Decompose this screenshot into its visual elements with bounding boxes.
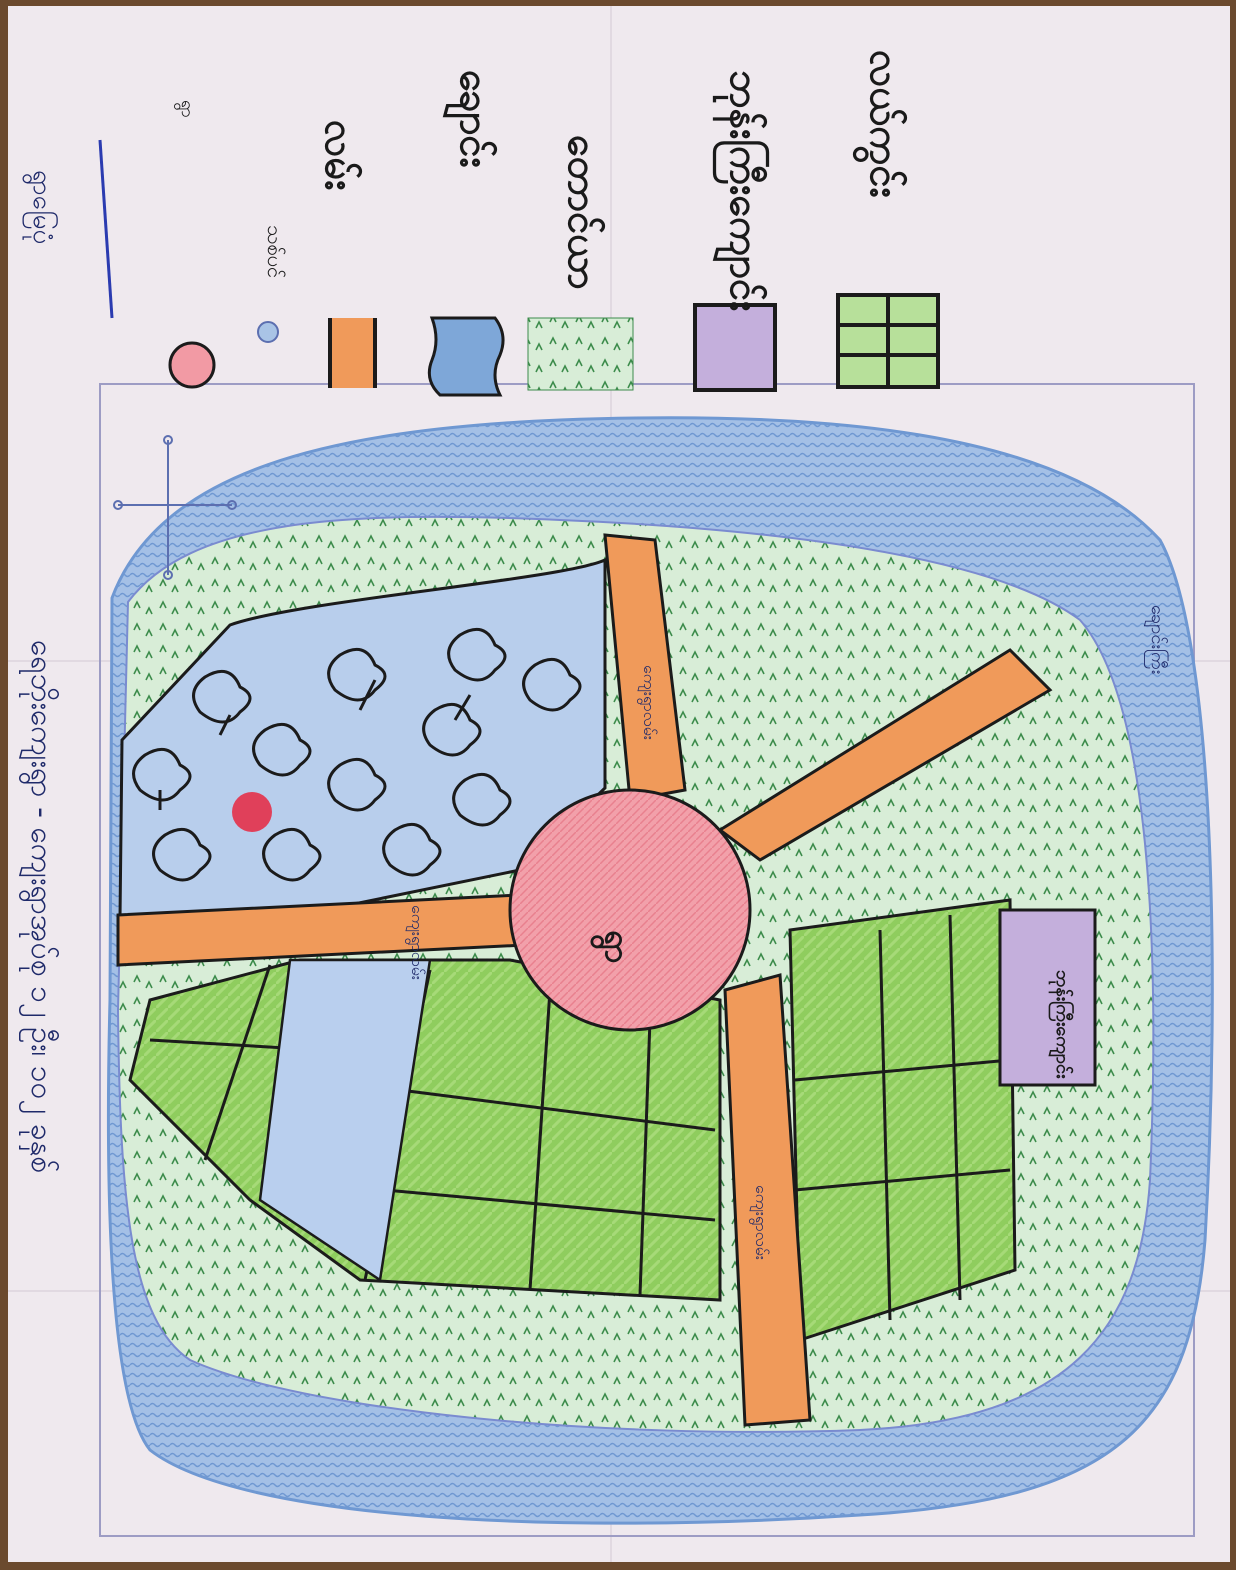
road-label: ကျေးရွာလမ်း [640, 665, 659, 740]
legend-item-label: လယ်ကွင်း [861, 50, 908, 198]
forest-icon [528, 318, 633, 390]
legend-item-label: ချောင်း [451, 70, 498, 168]
map-caption: ရေဘိုးကျေးရွာ - ကျေးရွာအုပ်စု ၁၂ ဦး၊ ၁၀၂ ခုနှစ် [24, 640, 59, 1174]
paddy-grid-icon [838, 295, 938, 387]
red-marker [232, 792, 272, 832]
monastery-label: ဘုန်းကြီးကျောင်း [1052, 970, 1073, 1079]
village-center [510, 790, 750, 1030]
legend-item-label: တောင်ယာ [559, 135, 606, 290]
village-center-label: ရွာ [597, 930, 637, 964]
road-label: ကျေးရွာလမ်း [408, 905, 427, 980]
legend-item-label: ဘုန်းကြီးကျောင်း [721, 70, 768, 312]
road-icon [328, 318, 376, 388]
legend-symbols [100, 140, 938, 395]
legend-title: ရွာမြေပုံ [27, 170, 57, 245]
tree-icon [258, 322, 278, 342]
village-circle-icon [170, 343, 214, 387]
paddy-fields-right [790, 900, 1015, 1340]
legend-item-label: သစ်ပင် [263, 225, 287, 279]
legend-item-label: လမ်း [316, 120, 363, 191]
road-label: ကျေးရွာလမ်း [752, 1185, 771, 1260]
legend-item-label: ရွာ [177, 100, 198, 118]
monastery-icon [695, 305, 775, 390]
river-icon [429, 318, 503, 395]
legend-title-underline [100, 140, 112, 318]
river-label: ချောင်းကြီး [1147, 605, 1168, 675]
